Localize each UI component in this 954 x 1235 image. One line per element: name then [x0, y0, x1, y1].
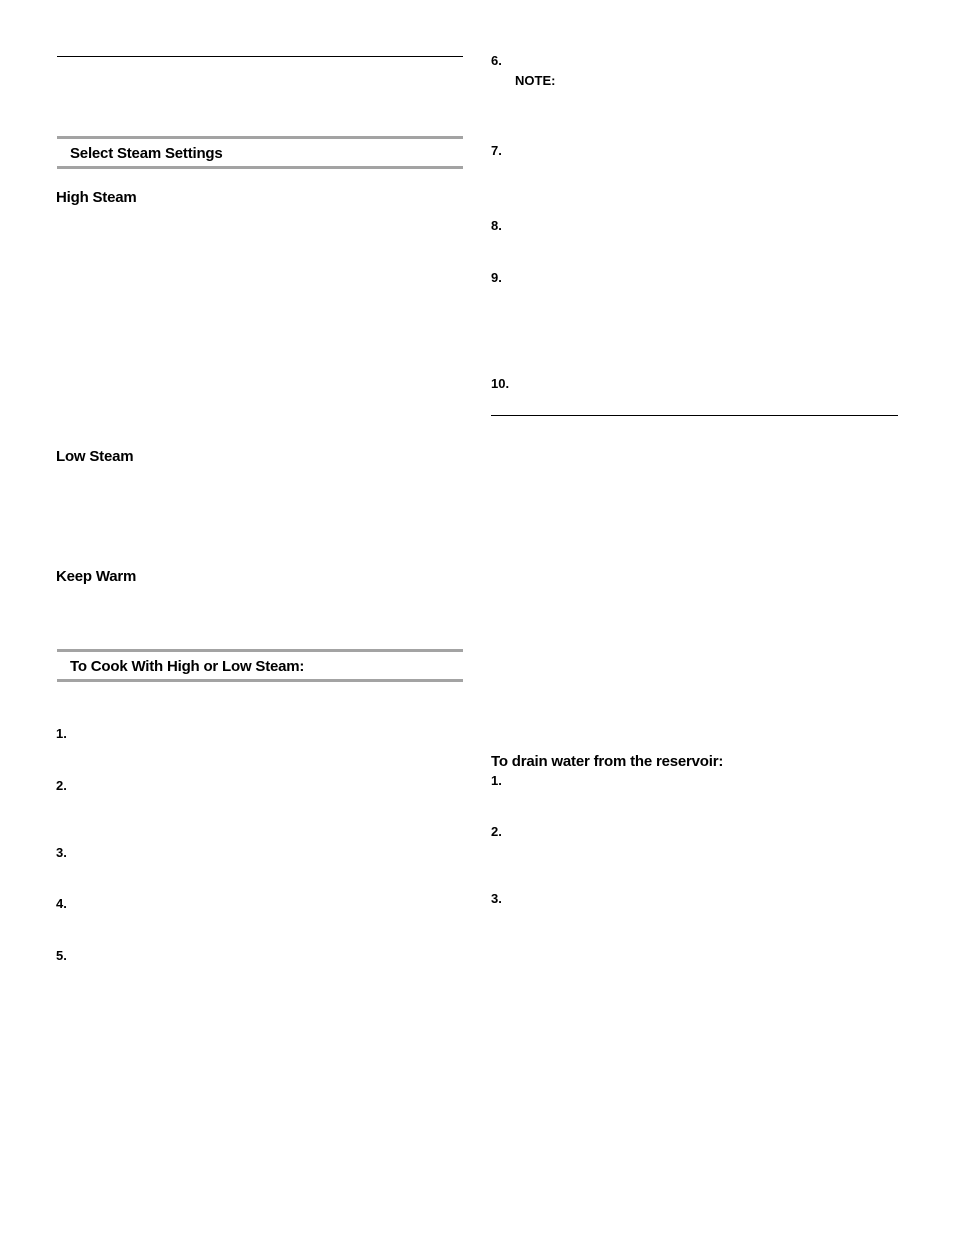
section-title: To Cook With High or Low Steam:	[70, 658, 305, 675]
step-number: 7.	[491, 143, 502, 158]
step-number: 9.	[491, 270, 502, 285]
step-number: 4.	[56, 896, 67, 911]
step-number: 3.	[491, 891, 502, 906]
divider-right	[491, 415, 898, 416]
step-number: 8.	[491, 218, 502, 233]
step-number: 1.	[56, 726, 67, 741]
section-header-select-steam-settings	[57, 136, 463, 169]
step-number: 2.	[56, 778, 67, 793]
subhead-high-steam: High Steam	[56, 189, 137, 206]
step-number: 5.	[56, 948, 67, 963]
note-label: NOTE:	[515, 73, 556, 88]
step-number: 3.	[56, 845, 67, 860]
section-title: Select Steam Settings	[70, 145, 223, 162]
drain-heading: To drain water from the reservoir:	[491, 753, 724, 770]
section-header-cook-with-steam	[57, 649, 463, 682]
step-number: 10.	[491, 376, 510, 391]
step-number: 1.	[491, 773, 502, 788]
subhead-keep-warm: Keep Warm	[56, 568, 137, 585]
subhead-low-steam: Low Steam	[56, 448, 134, 465]
top-divider-left	[57, 56, 463, 57]
step-number: 2.	[491, 824, 502, 839]
step-number: 6.	[491, 53, 502, 68]
